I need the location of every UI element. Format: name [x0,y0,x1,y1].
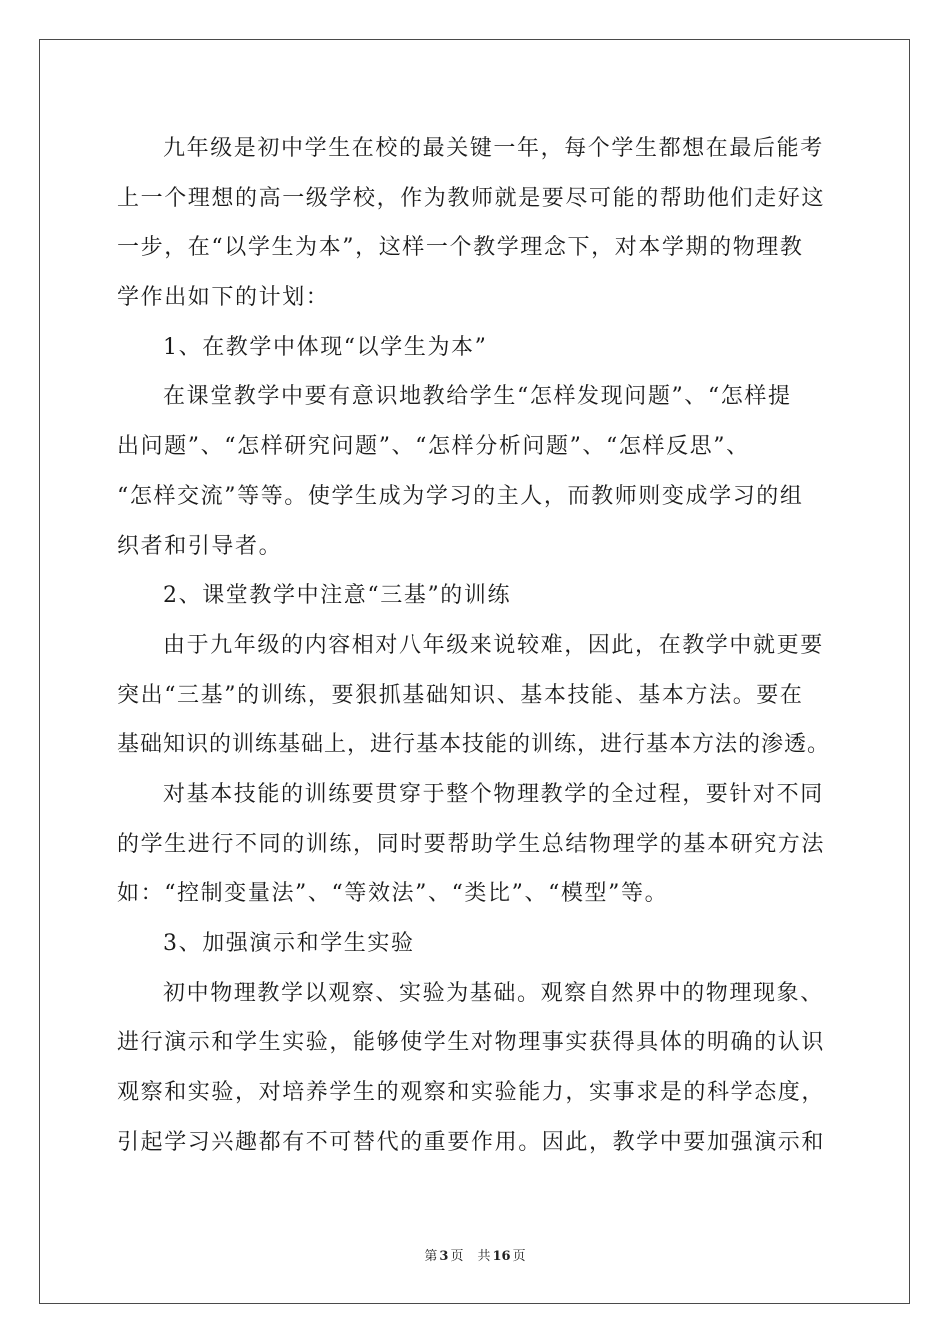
text-line: 1、在教学中体现“以学生为本” [163,334,488,360]
text-line: 一步，在“以学生为本”，这样一个教学理念下，对本学期的物理教 [117,235,804,261]
text-line: 如：“控制变量法”、“等效法”、“类比”、“模型”等。 [117,881,669,907]
text-line: 的学生进行不同的训练，同时要帮助学生总结物理学的基本研究方法 [117,831,826,857]
document-body [117,124,833,1167]
footer-total-prefix: 共 [477,1249,491,1264]
footer-page-current: 3 [439,1249,449,1264]
text-line: 突出“三基”的训练，要狠抓基础知识、基本技能、基本方法。要在 [117,682,804,708]
text-line: 由于九年级的内容相对八年级来说较难，因此，在教学中就更要 [163,632,824,658]
footer-page-prefix: 第 [424,1249,438,1264]
text-line: 观察和实验，对培养学生的观察和实验能力，实事求是的科学态度， [117,1080,826,1106]
text-line: 出问题”、“怎样研究问题”、“怎样分析问题”、“怎样反思”、 [117,434,750,460]
text-line: 3、加强演示和学生实验 [163,931,415,956]
text-line: 织者和引导者。 [117,533,283,559]
footer-total-suffix: 页 [512,1249,526,1264]
text-line: 对基本技能的训练要贯穿于整个物理教学的全过程，要针对不同 [163,781,824,807]
text-line: 初中物理教学以观察、实验为基础。观察自然界中的物理现象、 [163,980,824,1006]
text-line: “怎样交流”等等。使学生成为学习的主人，而教师则变成学习的组 [117,483,804,509]
text-line: 上一个理想的高一级学校，作为教师就是要尽可能的帮助他们走好这 [117,185,826,211]
text-line: 基础知识的训练基础上，进行基本技能的训练，进行基本方法的渗透。 [117,732,831,758]
text-line: 在课堂教学中要有意识地教给学生“怎样发现问题”、“怎样提 [163,384,792,410]
footer-page-total: 16 [492,1249,511,1264]
text-line: 进行演示和学生实验，能够使学生对物理事实获得具体的明确的认识 [117,1030,826,1056]
text-line: 引起学习兴趣都有不可替代的重要作用。因此，教学中要加强演示和 [117,1129,826,1155]
text-line: 学作出如下的计划： [117,285,330,311]
text-line: 九年级是初中学生在校的最关键一年，每个学生都想在最后能考 [163,136,824,161]
page-footer [0,1245,950,1264]
footer-page-suffix: 页 [450,1249,464,1264]
text-line: 2、课堂教学中注意“三基”的训练 [163,583,512,609]
